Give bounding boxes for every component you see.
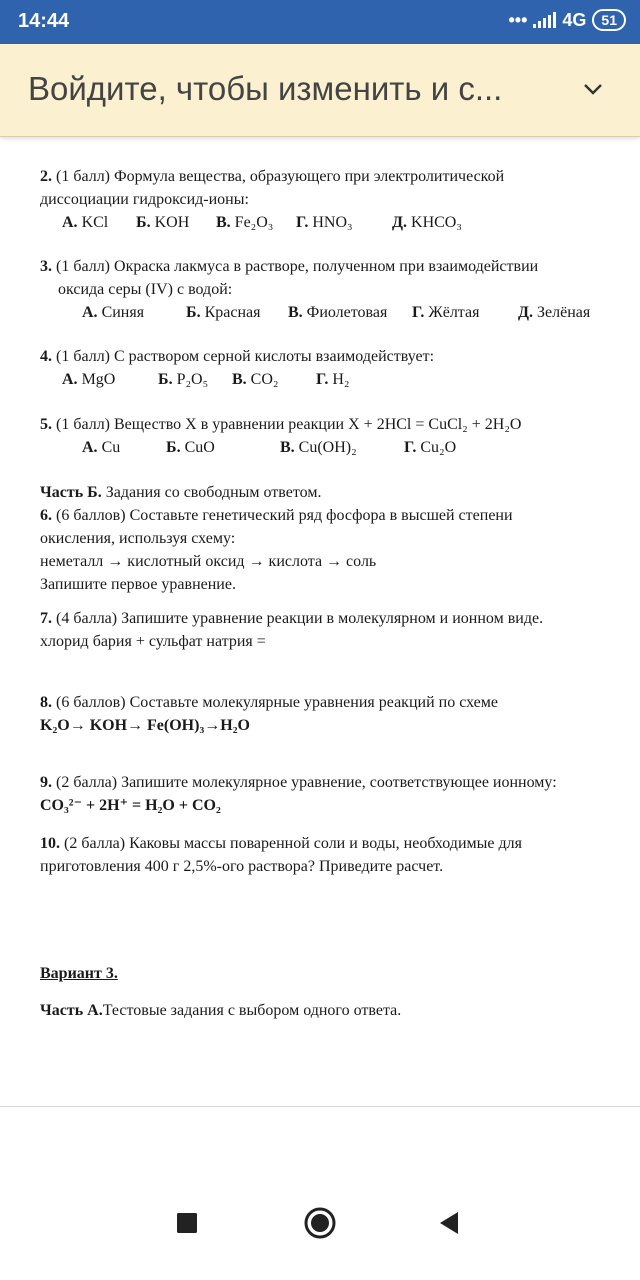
clipped-previous-line <box>40 137 600 142</box>
page-divider <box>0 1106 640 1107</box>
variant-title <box>40 962 620 985</box>
option: В. CO₂ <box>232 371 279 388</box>
option: Д. KHCO₃ <box>392 214 462 231</box>
option: Д. Зелёная <box>518 304 591 321</box>
question-text: 7. (4 балла) Запишите уравнение реакции в молекулярном и ионном виде. <box>40 610 544 627</box>
option: Б. Красная <box>186 304 261 321</box>
dots-icon: ••• <box>508 9 528 30</box>
status-indicators <box>509 9 627 31</box>
question-6 <box>40 504 620 596</box>
ionic-equation: CO₃²⁻ + 2H⁺ = H₂O + CO₂ <box>40 797 221 814</box>
sign-in-banner[interactable] <box>0 44 640 137</box>
network-label: 4G <box>562 9 587 30</box>
battery-icon: 51 <box>592 9 626 31</box>
question-7 <box>40 607 620 653</box>
option: А. MgO <box>62 371 116 388</box>
question-text: Запишите первое уравнение. <box>40 576 236 593</box>
answer-options <box>40 436 620 459</box>
question-text: 8. (6 баллов) Составьте молекулярные уравнения реакций по схеме <box>40 694 499 711</box>
question-9 <box>40 771 620 817</box>
question-text: оксида серы (IV) с водой: <box>58 281 233 298</box>
question-5 <box>40 413 620 459</box>
question-text: неметалл → кислотный оксид → кислота → соль <box>40 553 377 570</box>
home-icon <box>303 1206 337 1240</box>
option: Г. H₂ <box>316 371 350 388</box>
option: Г. Cu₂O <box>404 439 457 456</box>
question-text: 2. (1 балл) Формула вещества, образующего при электролитической <box>40 168 505 185</box>
option: Г. Жёлтая <box>412 304 480 321</box>
question-text: диссоциации гидроксид-ионы: <box>40 191 249 208</box>
question-text: приготовления 400 г 2,5%-ого раствора? Приведите расчет. <box>40 858 444 875</box>
question-text: 6. (6 баллов) Составьте генетический ряд фосфора в высшей степени <box>40 507 513 524</box>
status-bar <box>0 0 640 44</box>
answer-options <box>40 368 620 391</box>
variant-heading: Вариант 3. <box>40 965 118 982</box>
variant-part-a <box>40 999 620 1022</box>
option: Б. CuO <box>166 439 215 456</box>
question-3 <box>40 255 620 324</box>
document-page <box>0 137 640 1107</box>
option: В. Cu(OH)₂ <box>280 439 357 456</box>
answer-options <box>40 211 620 234</box>
option: Б. P₂O₅ <box>158 371 209 388</box>
question-text: хлорид бария + сульфат натрия = <box>40 633 266 650</box>
question-2 <box>40 165 620 234</box>
question-8 <box>40 691 620 737</box>
option: Б. KOH <box>136 214 190 231</box>
chevron-down-icon[interactable] <box>582 78 604 100</box>
question-10 <box>40 832 620 878</box>
question-text: окисления, используя схему: <box>40 530 236 547</box>
question-4 <box>40 345 620 391</box>
option: А. Cu <box>82 439 121 456</box>
option: А. Синяя <box>82 304 145 321</box>
signal-icon <box>533 12 556 28</box>
option: Г. HNO₃ <box>296 214 353 231</box>
recent-apps-button[interactable] <box>162 1198 212 1248</box>
back-button[interactable] <box>424 1198 474 1248</box>
question-text: 5. (1 балл) Вещество X в уравнении реакции X + 2HCl = CuCl₂ + 2H₂O <box>40 416 522 433</box>
system-nav-bar <box>0 1180 640 1280</box>
option: А. KCl <box>62 214 109 231</box>
question-text: 9. (2 балла) Запишите молекулярное уравнение, соответствующее ионному: <box>40 774 557 791</box>
section-heading: Часть Б. Задания со свободным ответом. <box>40 484 322 501</box>
question-text: 10. (2 балла) Каковы массы поваренной соли и воды, необходимые для <box>40 835 522 852</box>
part-b-heading <box>40 481 620 504</box>
section-heading: Часть А.Тестовые задания с выбором одного ответа. <box>40 1002 402 1019</box>
status-time: 14:44 <box>18 10 70 32</box>
question-text: 4. (1 балл) С раствором серной кислоты взаимодействует: <box>40 348 435 365</box>
option: В. Фиолетовая <box>288 304 388 321</box>
back-icon <box>438 1211 460 1235</box>
option: В. Fe₂O₃ <box>216 214 274 231</box>
reaction-scheme: K₂O→ KOH→ Fe(OH)₃→H₂O <box>40 717 250 734</box>
recent-apps-icon <box>176 1212 198 1234</box>
question-text: 3. (1 балл) Окраска лакмуса в растворе, полученном при взаимодействии <box>40 258 539 275</box>
banner-title: Войдите, чтобы изменить и с... <box>28 70 503 107</box>
home-button[interactable] <box>295 1198 345 1248</box>
answer-options <box>40 301 620 324</box>
